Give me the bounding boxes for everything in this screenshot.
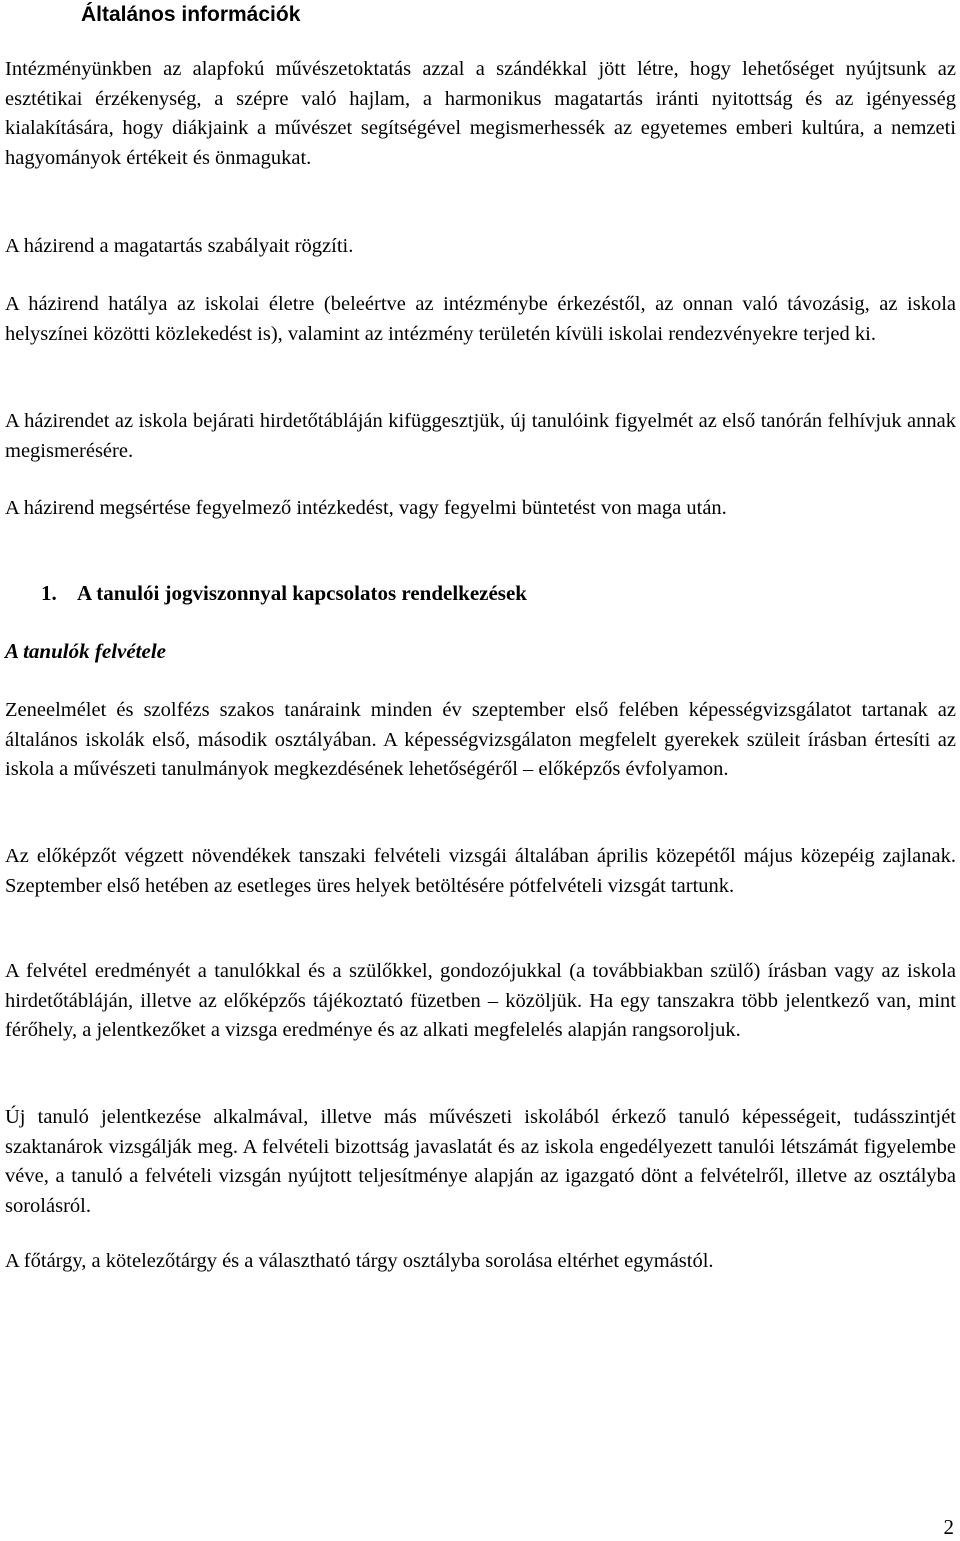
page-number: 2	[943, 1515, 954, 1539]
intro-paragraph: A házirendet az iskola bejárati hirdetőtábláján kifüggesztjük, új tanulóink figyelmét az első tanórán felhívjuk annak megismerésére.	[5, 410, 956, 462]
section-paragraph: Új tanuló jelentkezése alkalmával, illetve más művészeti iskolából érkező tanuló képességeit, tudásszintjét szaktanárok vizsgálják meg. A felvételi bizottság javaslatát és az iskola engedélyezett tanulói létszámát figyelembe véve, a tanuló a felvételi vizsgán nyújtott teljesítménye alapján az igazgató dönt a felvételről, illetve az osztályba sorolásról.	[5, 1106, 956, 1217]
intro-paragraph: A házirend hatálya az iskolai életre (beleértve az intézménybe érkezéstől, az onnan való távozásig, az iskola helyszínei közötti közlekedést is), valamint az intézmény területén kívüli iskolai rendezvényekre terjed ki.	[5, 293, 956, 345]
section-paragraph: A főtárgy, a kötelezőtárgy és a választható tárgy osztályba sorolása eltérhet egymástól.	[5, 1250, 714, 1272]
intro-paragraph: Intézményünkben az alapfokú művészetoktatás azzal a szándékkal jött létre, hogy lehetőséget nyújtsunk az esztétikai érzékenység, a szépre való hajlam, a harmonikus magatartás iránti nyitottság és az igényesség kialakítására, hogy diákjaink a művészet segítségével megismerhessék az egyetemes emberi kultúra, a nemzeti hagyományok értékeit és önmagukat.	[5, 58, 956, 169]
section-paragraph: Az előképzőt végzett növendékek tanszaki felvételi vizsgái általában április közepétől május közepéig zajlanak. Szeptember első hetében az esetleges üres helyek betöltésére pótfelvételi vizsgát tartunk.	[5, 845, 956, 897]
intro-paragraph: A házirend megsértése fegyelmező intézkedést, vagy fegyelmi büntetést von maga után.	[5, 497, 727, 519]
intro-paragraph: A házirend a magatartás szabályait rögzíti.	[5, 235, 354, 257]
subheading: A tanulók felvétele	[5, 639, 166, 663]
section-title-text: A tanulói jogviszonnyal kapcsolatos rendelkezések	[77, 581, 527, 605]
section-paragraph: Zeneelmélet és szolfézs szakos tanáraink minden év szeptember első felében képességvizsgálatot tartanak az általános iskolák első, második osztályában. A képességvizsgálaton megfelelt gyerekek szüleit írásban értesíti az iskola a művészeti tanulmányok megkezdésének lehetőségéről – előképzős évfolyamon.	[5, 699, 956, 780]
page-heading: Általános információk	[81, 3, 301, 26]
section-paragraph: A felvétel eredményét a tanulókkal és a szülőkkel, gondozójukkal (a továbbiakban szülő) írásban vagy az iskola hirdetőtábláján, illetve az előképzős tájékoztató füzetben – közöljük. Ha egy tanszakra több jelentkező van, mint férőhely, a jelentkezőket a vizsga eredménye és az alkati megfelelés alapján rangsoroljuk.	[5, 960, 956, 1041]
section-title	[41, 578, 527, 608]
section-number: 1.	[41, 581, 57, 605]
